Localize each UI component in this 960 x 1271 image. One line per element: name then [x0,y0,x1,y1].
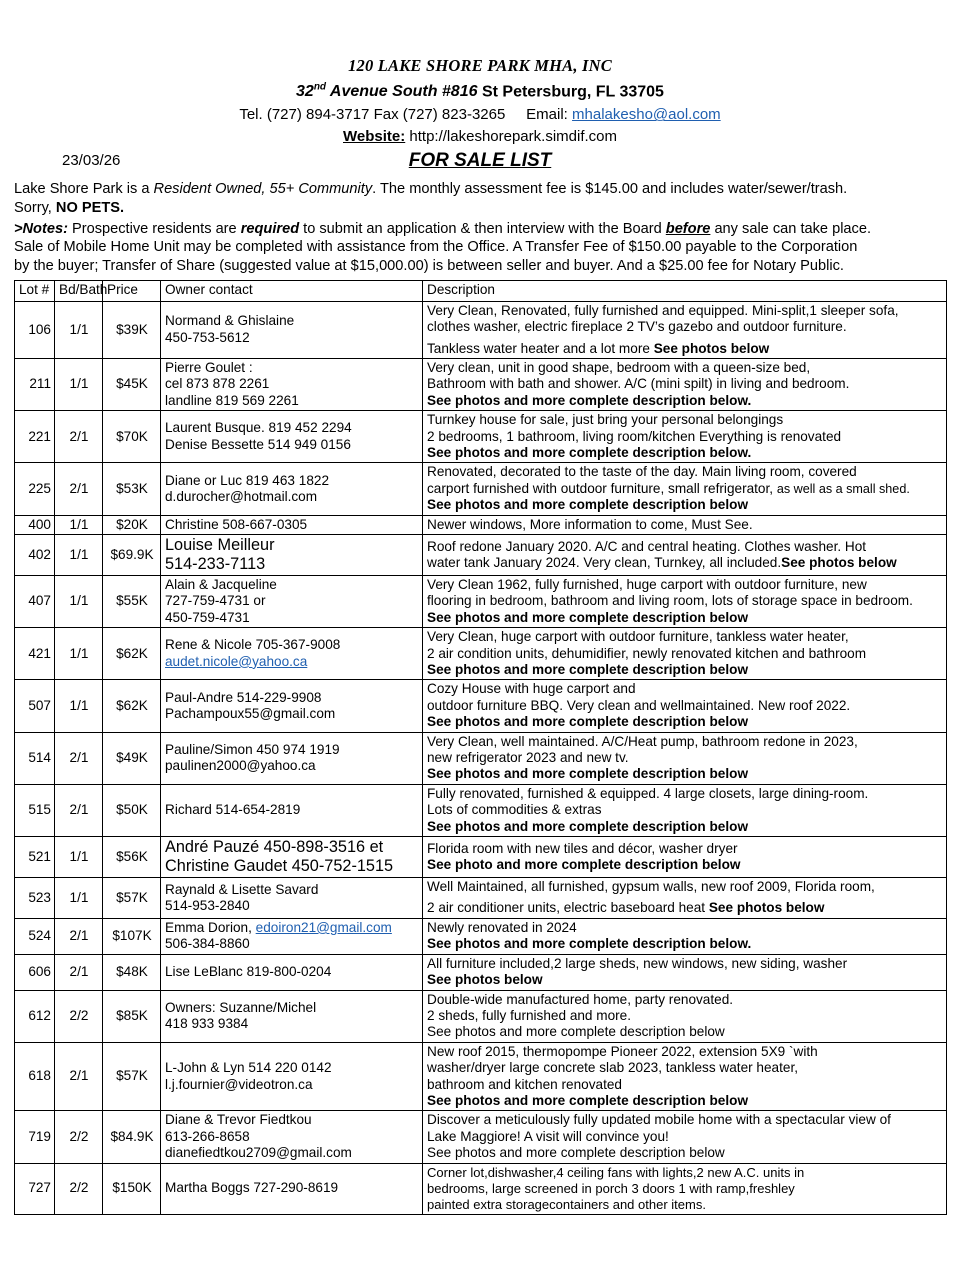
column-header-lot: Lot # [15,281,55,301]
cell-description [423,1163,947,1214]
table-row [15,732,947,784]
description-line [427,497,943,513]
cell-owner-contact [161,680,423,732]
owner-contact-line: Louise Meilleur [165,535,275,554]
description-line: 2 sheds, fully furnished and more. [427,1007,632,1023]
table-row [15,990,947,1042]
description-line [427,662,943,678]
cell-bd-bath: 2/1 [55,918,103,954]
letterhead [0,0,960,147]
cell-description [423,1111,947,1163]
cell-price: $55K [103,575,161,627]
owner-contact-line: Pauline/Simon 450 974 1919 [165,741,340,757]
notes-line-1 [14,220,946,239]
description-emphasis: See photos below [708,900,825,916]
description-line: outdoor furniture BBQ. Very clean and wellmaintained. New roof 2022. [427,697,851,713]
owner-contact-line: 514-953-2840 [165,897,250,913]
cell-lot-number: 221 [15,411,55,463]
table-row [15,1111,947,1163]
description-line [427,972,943,988]
owner-contact-line: landline 819 569 2261 [165,392,299,408]
cell-bd-bath: 2/2 [55,1111,103,1163]
owner-contact-line: Paul-Andre 514-229-9908 [165,689,322,705]
cell-owner-contact [161,990,423,1042]
column-header-bd-bath: Bd/Bath [55,281,103,301]
table-body [15,301,947,1214]
description-line: New roof 2015, thermopompe Pioneer 2022, extension 5X9 `with [427,1043,818,1059]
cell-bd-bath: 2/1 [55,954,103,990]
owner-contact-line: Emma Dorion, edoiron21@gmail.com [165,919,392,935]
cell-bd-bath: 1/1 [55,575,103,627]
owner-contact-line: cel 873 878 2261 [165,376,270,392]
cell-lot-number: 225 [15,463,55,515]
cell-bd-bath: 2/2 [55,1163,103,1214]
cell-owner-contact [161,411,423,463]
description-emphasis: See photos and more complete description below [427,766,749,782]
cell-owner-contact [161,837,423,878]
owner-contact-line: 506-384-8860 [165,936,250,952]
cell-description [423,358,947,410]
owner-contact-line: André Pauzé 450-898-3516 et [165,838,384,857]
contact-line [0,104,960,125]
description-line [427,766,943,782]
table-row [15,515,947,534]
cell-lot-number: 719 [15,1111,55,1163]
description-line: Lots of commodities & extras [427,802,602,818]
description-emphasis: See photos below [653,340,770,356]
description-line: Turnkey house for sale, just bring your personal belongings [427,412,784,428]
cell-price: $150K [103,1163,161,1214]
community-desc-b: . The monthly assessment fee is $145.00 and includes water/sewer/trash. [372,181,848,198]
cell-description [423,784,947,836]
owner-contact-line: Laurent Busque. 819 452 2294 [165,420,352,436]
address-street-number: 32 [296,83,314,101]
cell-owner-contact [161,954,423,990]
owner-email-link[interactable]: edoiron21@gmail.com [255,919,392,935]
cell-price: $48K [103,954,161,990]
cell-price: $57K [103,1042,161,1111]
cell-owner-contact [161,918,423,954]
owner-contact-line [165,654,419,670]
description-line: new refrigerator 2023 and new tv. [427,750,629,766]
cell-description [423,878,947,919]
email-link[interactable]: mhalakesho@aol.com [572,106,721,124]
owner-contact-line: paulinen2000@yahoo.ca [165,758,316,774]
description-line: Newer windows, More information to come, Must See. [427,516,753,532]
cell-bd-bath: 2/1 [55,732,103,784]
description-line: clothes washer, electric fireplace 2 TV’s gazebo and outdoor furniture. [427,319,847,335]
description-small-note: as well as a small shed. [776,481,910,496]
description-line: Renovated, decorated to the taste of the day. Main living room, covered [427,464,857,480]
cell-owner-contact [161,628,423,680]
owner-contact-line: Christine Gaudet 450-752-1515 [165,857,394,876]
description-emphasis: See photos and more complete description below [427,714,749,730]
table-row [15,534,947,575]
cell-lot-number: 514 [15,732,55,784]
cell-description [423,990,947,1042]
cell-bd-bath: 1/1 [55,878,103,919]
owner-contact-line: Diane or Luc 819 463 1822 [165,472,330,488]
cell-lot-number: 400 [15,515,55,534]
cell-bd-bath: 1/1 [55,515,103,534]
description-line: washer/dryer large concrete slab 2023, tankless water heater, [427,1060,799,1076]
community-desc-italic: Resident Owned, 55+ Community [153,181,373,198]
description-line: water tank January 2024. Very clean, Turnkey, all included.See photos below [427,554,897,570]
description-line: Discover a meticulously fully updated mobile home with a spectacular view of [427,1112,891,1128]
cell-description [423,732,947,784]
description-line: Fully renovated, furnished & equipped. 4 large closets, large dining-room. [427,785,869,801]
cell-description [423,628,947,680]
website-url: http://lakeshorepark.simdif.com [409,128,617,146]
cell-description [423,301,947,358]
description-line: Bathroom with bath and shower. A/C (mini spilt) in living and bedroom. [427,376,850,392]
description-line: bathroom and kitchen renovated [427,1076,622,1092]
cell-description [423,680,947,732]
description-line: Lake Maggiore! A visit will convince you! [427,1128,669,1144]
column-header-owner-contact: Owner contact [161,281,423,301]
cell-description [423,534,947,575]
owner-contact-line: dianefiedtkou2709@gmail.com [165,1145,352,1161]
organization-name: 120 LAKE SHORE PARK MHA, INC [348,56,612,75]
table-row [15,878,947,919]
community-description [14,180,946,199]
cell-owner-contact [161,301,423,358]
for-sale-table [14,280,947,1214]
cell-price: $45K [103,358,161,410]
owner-contact-line: 418 933 9384 [165,1016,249,1032]
cell-owner-contact [161,575,423,627]
cell-price: $70K [103,411,161,463]
description-emphasis: See photos and more complete description below. [427,392,752,408]
cell-description [423,411,947,463]
owner-contact-line: Rene & Nicole 705-367-9008 [165,637,341,653]
notes-line-3: by the buyer; Transfer of Share (suggested value at $15,000.00) is between seller and buyer. And a $25.00 fee for Notary Public. [14,257,844,274]
cell-description [423,837,947,878]
owner-contact-line: Pachampoux55@gmail.com [165,706,336,722]
cell-owner-contact [161,534,423,575]
description-line: Florida room with new tiles and décor, washer dryer [427,840,738,856]
cell-lot-number: 106 [15,301,55,358]
cell-description [423,1042,947,1111]
cell-lot-number: 524 [15,918,55,954]
cell-price: $85K [103,990,161,1042]
address-street: Avenue South #816 [326,83,478,101]
description-emphasis: See photos and more complete description below. [427,936,752,952]
pets-policy-bold: NO PETS. [55,199,125,216]
cell-description [423,918,947,954]
cell-owner-contact [161,784,423,836]
address-city-state-zip: St Petersburg, FL 33705 [477,83,664,101]
owner-contact-line: Raynald & Lisette Savard [165,881,319,897]
cell-owner-contact [161,1042,423,1111]
cell-price: $62K [103,628,161,680]
address-ordinal-suffix: nd [313,82,327,93]
cell-description [423,575,947,627]
description-emphasis: See photos and more complete description below [427,609,749,625]
cell-owner-contact [161,1163,423,1214]
description-line [427,857,943,873]
cell-price: $57K [103,878,161,919]
pets-policy [14,199,946,218]
owner-contact-line: Lise LeBlanc 819-800-0204 [165,963,332,979]
cell-lot-number: 523 [15,878,55,919]
description-line [427,819,943,835]
description-line: 2 bedrooms, 1 bathroom, living room/kitchen Everything is renovated [427,428,842,444]
cell-bd-bath: 1/1 [55,358,103,410]
phone-fax: Tel. (727) 894-3717 Fax (727) 823-3265 [239,106,506,124]
cell-bd-bath: 2/1 [55,784,103,836]
cell-lot-number: 618 [15,1042,55,1111]
description-line: Well Maintained, all furnished, gypsum walls, new roof 2009, Florida room, [427,879,875,895]
cell-price: $49K [103,732,161,784]
description-line [427,936,943,952]
cell-lot-number: 515 [15,784,55,836]
cell-lot-number: 612 [15,990,55,1042]
cell-description [423,515,947,534]
description-line [427,610,943,626]
description-emphasis: See photos and more complete description below [427,662,749,678]
email-label: Email: [526,106,568,124]
cell-owner-contact [161,732,423,784]
description-line [427,393,943,409]
notes-line-2: Sale of Mobile Home Unit may be completed with assistance from the Office. A Transfer Fee of $150.00 payable to the Corporation [14,239,858,256]
notes-label: >Notes: [14,220,68,237]
table-row [15,1042,947,1111]
description-line: Very Clean, huge carport with outdoor furniture, tankless water heater, [427,629,849,645]
description-line: Very Clean, Renovated, fully furnished and equipped. Mini-split,1 sleeper sofa, [427,302,899,318]
description-line: 2 air conditioner units, electric baseboard heat See photos below [427,900,825,916]
column-header-price: Price [103,281,161,301]
owner-contact-line: Martha Boggs 727-290-8619 [165,1180,339,1196]
notes-required-emph: required [240,220,300,237]
description-line: See photos and more complete description below [427,1024,725,1040]
cell-price: $69.9K [103,534,161,575]
community-desc-a: Lake Shore Park is a [14,181,154,198]
cell-lot-number: 606 [15,954,55,990]
notes-text-a: Prospective residents are [67,220,241,237]
description-line: 2 air condition units, dehumidifier, newly renovated kitchen and bathroom [427,645,867,661]
owner-contact-line: 514-233-7113 [165,554,266,573]
description-line: flooring in bedroom, bathroom and living room, lots of storage space in bedroom. [427,593,913,609]
owner-contact-line: 450-759-4731 [165,609,250,625]
cell-owner-contact [161,358,423,410]
description-line: Cozy House with huge carport and [427,681,636,697]
table-row [15,575,947,627]
table-row [15,680,947,732]
owner-contact-line: Diane & Trevor Fiedtkou [165,1112,312,1128]
cell-lot-number: 727 [15,1163,55,1214]
cell-description [423,463,947,515]
description-line [427,1093,943,1109]
description-line: bedrooms, large screened in porch 3 doors 1 with ramp,freshley [427,1180,795,1196]
owner-contact-line: L-John & Lyn 514 220 0142 [165,1060,332,1076]
cell-lot-number: 421 [15,628,55,680]
website-label: Website: [343,128,406,146]
notes-block [14,220,946,276]
table-row [15,628,947,680]
table-row [15,837,947,878]
description-line [427,445,943,461]
cell-lot-number: 407 [15,575,55,627]
cell-owner-contact [161,878,423,919]
owner-contact-line: 613-266-8658 [165,1128,250,1144]
table-row [15,954,947,990]
notes-text-c: any sale can take place. [710,220,872,237]
description-line [427,714,943,730]
organization-address [0,77,960,102]
description-line: Corner lot,dishwasher,4 ceiling fans with lights,2 new A.C. units in [427,1164,805,1180]
description-line: Double-wide manufactured home, party renovated. [427,991,734,1007]
cell-lot-number: 402 [15,534,55,575]
cell-price: $50K [103,784,161,836]
owner-contact-line: Alain & Jacqueline [165,576,277,592]
description-line: Roof redone January 2020. A/C and central heating. Clothes washer. Hot [427,538,867,554]
description-emphasis: See photos and more complete description below [427,497,749,513]
website-line [0,126,960,147]
description-line: Very Clean, well maintained. A/C/Heat pump, bathroom redone in 2023, [427,733,858,749]
description-emphasis: See photos below [781,554,897,570]
cell-bd-bath: 1/1 [55,301,103,358]
description-line: Newly renovated in 2024 [427,919,577,935]
page-title: FOR SALE LIST [408,150,552,172]
title-row [0,150,960,176]
description-line: Very clean, unit in good shape, bedroom with a queen-size bed, [427,359,811,375]
cell-price: $53K [103,463,161,515]
table-row [15,1163,947,1214]
cell-price: $56K [103,837,161,878]
column-header-description: Description [423,281,947,301]
owner-contact-line: Christine 508-667-0305 [165,516,308,532]
cell-bd-bath: 2/1 [55,1042,103,1111]
notes-text-b: to submit an application & then interview with the Board [299,220,666,237]
table-row [15,784,947,836]
table-header-row [15,281,947,301]
cell-bd-bath: 1/1 [55,628,103,680]
cell-bd-bath: 1/1 [55,680,103,732]
description-line: Tankless water heater and a lot more See photos below [427,340,770,356]
cell-lot-number: 211 [15,358,55,410]
description-emphasis: See photos and more complete description below. [427,444,752,460]
owner-contact-line: Owners: Suzanne/Michel [165,999,317,1015]
notes-before-emph: before [665,220,711,237]
cell-owner-contact [161,1111,423,1163]
owner-contact-line: Denise Bessette 514 949 0156 [165,436,351,452]
owner-contact-line: 450-753-5612 [165,329,250,345]
cell-bd-bath: 2/1 [55,411,103,463]
cell-description [423,954,947,990]
cell-bd-bath: 1/1 [55,534,103,575]
description-emphasis: See photos below [427,972,543,988]
pets-policy-a: Sorry, [14,199,56,216]
owner-contact-line: Pierre Goulet : [165,359,253,375]
cell-bd-bath: 1/1 [55,837,103,878]
cell-price: $62K [103,680,161,732]
cell-bd-bath: 2/2 [55,990,103,1042]
cell-owner-contact [161,515,423,534]
table-row [15,358,947,410]
cell-bd-bath: 2/1 [55,463,103,515]
intro-block [14,180,946,275]
table-row [15,918,947,954]
description-line: painted extra storagecontainers and other items. [427,1196,706,1212]
description-line: Very Clean 1962, fully furnished, huge carport with outdoor furniture, new [427,576,867,592]
description-emphasis: See photos and more complete description below [427,1092,749,1108]
owner-contact-line: Richard 514-654-2819 [165,802,301,818]
cell-lot-number: 507 [15,680,55,732]
table-row [15,463,947,515]
document-date: 23/03/26 [62,152,121,170]
owner-contact-line: Normand & Ghislaine [165,313,295,329]
cell-owner-contact [161,463,423,515]
description-line: See photos and more complete description below [427,1145,725,1161]
description-emphasis: See photos and more complete description below [427,818,749,834]
owner-contact-line: d.durocher@hotmail.com [165,488,318,504]
description-emphasis: See photo and more complete description below [427,857,741,873]
cell-price: $39K [103,301,161,358]
owner-contact-line: l.j.fournier@videotron.ca [165,1076,313,1092]
cell-price: $20K [103,515,161,534]
table-row [15,301,947,358]
owner-email-link[interactable]: audet.nicole@yahoo.ca [165,653,308,669]
owner-contact-line: 727-759-4731 or [165,593,266,609]
cell-price: $107K [103,918,161,954]
cell-price: $84.9K [103,1111,161,1163]
table-row [15,411,947,463]
description-line: All furniture included,2 large sheds, new windows, new siding, washer [427,955,848,971]
description-line: carport furnished with outdoor furniture, small refrigerator, as well as a small shed. [427,480,910,496]
cell-lot-number: 521 [15,837,55,878]
